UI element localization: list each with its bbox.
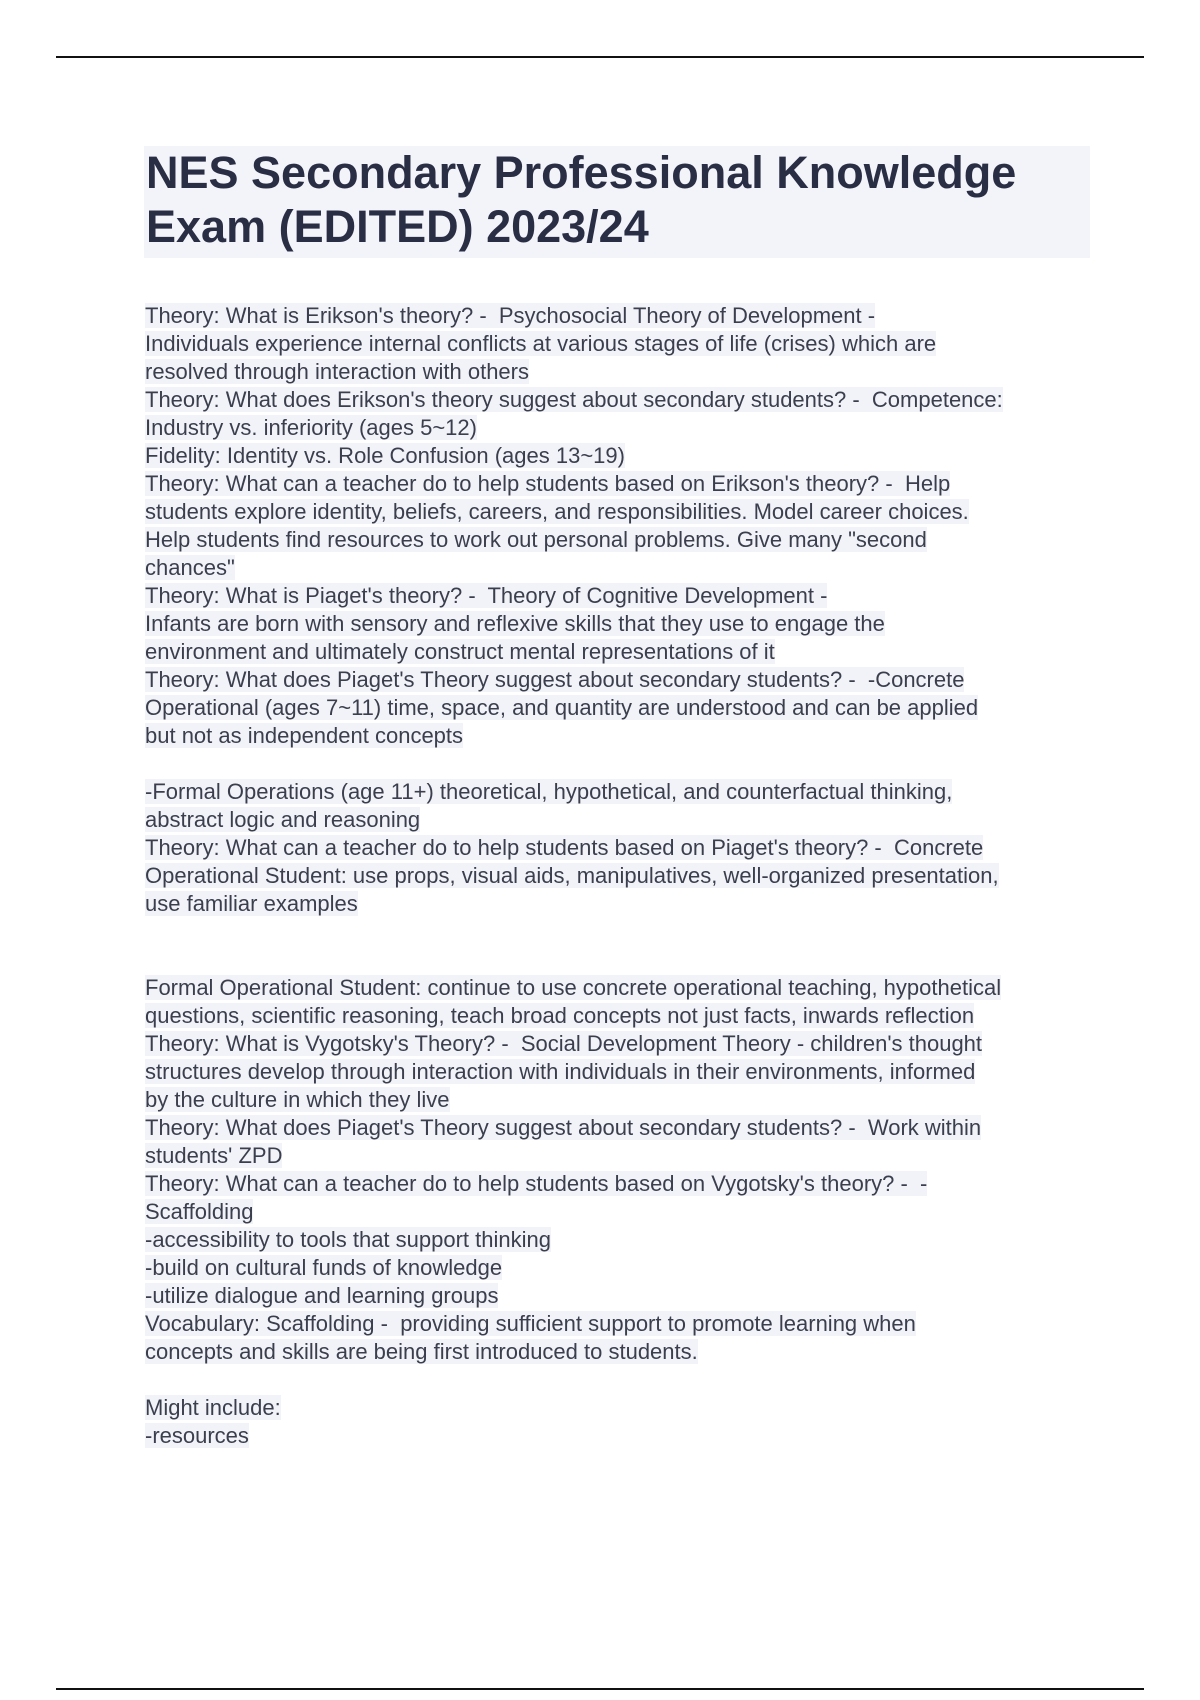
text-line: Might include: bbox=[145, 1395, 281, 1420]
spacer bbox=[145, 1366, 1095, 1394]
text-line: concepts and skills are being first introduced to students. bbox=[145, 1339, 698, 1364]
bottom-rule bbox=[56, 1688, 1144, 1690]
document-title bbox=[144, 146, 1090, 254]
text-line: -build on cultural funds of knowledge bbox=[145, 1255, 503, 1280]
text-line: Infants are born with sensory and reflexive skills that they use to engage the bbox=[145, 611, 885, 636]
text-line: use familiar examples bbox=[145, 891, 358, 916]
text-line: Theory: What is Piaget's theory? - Theory of Cognitive Development - bbox=[145, 583, 828, 608]
text-line: resolved through interaction with others bbox=[145, 359, 529, 384]
text-line: Scaffolding bbox=[145, 1199, 254, 1224]
text-line: Theory: What is Vygotsky's Theory? - Social Development Theory - children's thought bbox=[145, 1031, 983, 1056]
text-line: Fidelity: Identity vs. Role Confusion (ages 13~19) bbox=[145, 443, 625, 468]
text-line: students' ZPD bbox=[145, 1143, 283, 1168]
spacer bbox=[145, 750, 1095, 778]
text-line: Theory: What does Piaget's Theory suggest about secondary students? - -Concrete bbox=[145, 667, 965, 692]
document-body bbox=[145, 302, 1095, 1450]
spacer bbox=[145, 918, 1095, 974]
text-line: Theory: What does Erikson's theory suggest about secondary students? - Competence: bbox=[145, 387, 1003, 412]
text-line: environment and ultimately construct mental representations of it bbox=[145, 639, 775, 664]
text-line: Theory: What is Erikson's theory? - Psychosocial Theory of Development - bbox=[145, 303, 876, 328]
text-line: by the culture in which they live bbox=[145, 1087, 450, 1112]
text-line: Theory: What can a teacher do to help students based on Erikson's theory? - Help bbox=[145, 471, 951, 496]
text-line: Industry vs. inferiority (ages 5~12) bbox=[145, 415, 477, 440]
text-line: Theory: What can a teacher do to help students based on Piaget's theory? - Concrete bbox=[145, 835, 984, 860]
text-line: -utilize dialogue and learning groups bbox=[145, 1283, 499, 1308]
title-block bbox=[144, 146, 1090, 258]
text-line: chances" bbox=[145, 555, 235, 580]
text-line: Individuals experience internal conflicts at various stages of life (crises) which are bbox=[145, 331, 937, 356]
text-line: Help students find resources to work out personal problems. Give many "second bbox=[145, 527, 927, 552]
text-line: Theory: What does Piaget's Theory suggest about secondary students? - Work within bbox=[145, 1115, 982, 1140]
text-line: Operational (ages 7~11) time, space, and quantity are understood and can be applied bbox=[145, 695, 979, 720]
title-line: Exam (EDITED) 2023/24 bbox=[146, 201, 649, 252]
text-line: Theory: What can a teacher do to help students based on Vygotsky's theory? - - bbox=[145, 1171, 928, 1196]
text-line: structures develop through interaction with individuals in their environments, informed bbox=[145, 1059, 976, 1084]
text-line: but not as independent concepts bbox=[145, 723, 464, 748]
text-line: Formal Operational Student: continue to use concrete operational teaching, hypothetical bbox=[145, 975, 1002, 1000]
text-line: Vocabulary: Scaffolding - providing sufficient support to promote learning when bbox=[145, 1311, 916, 1336]
title-line: NES Secondary Professional Knowledge bbox=[146, 147, 1017, 198]
text-line: -Formal Operations (age 11+) theoretical, hypothetical, and counterfactual thinking, bbox=[145, 779, 953, 804]
text-line: -resources bbox=[145, 1423, 249, 1448]
text-line: abstract logic and reasoning bbox=[145, 807, 421, 832]
text-line: Operational Student: use props, visual aids, manipulatives, well-organized presentation, bbox=[145, 863, 999, 888]
text-line: -accessibility to tools that support thinking bbox=[145, 1227, 551, 1252]
text-line: questions, scientific reasoning, teach broad concepts not just facts, inwards reflection bbox=[145, 1003, 975, 1028]
top-rule bbox=[56, 56, 1144, 58]
text-line: students explore identity, beliefs, careers, and responsibilities. Model career choices. bbox=[145, 499, 969, 524]
